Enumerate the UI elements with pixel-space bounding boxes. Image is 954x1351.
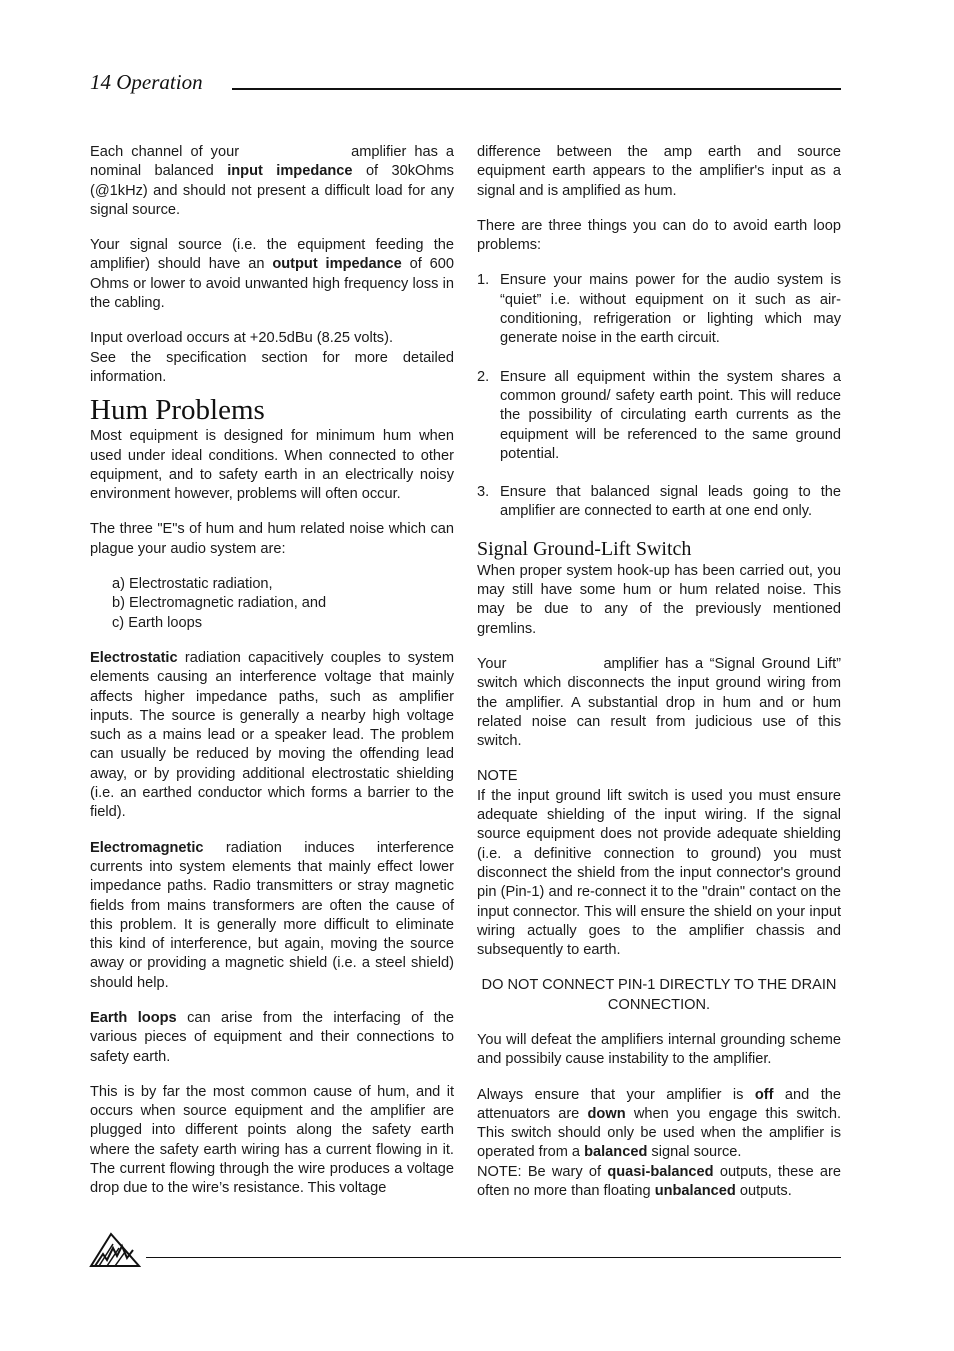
input-overload-paragraph: Input overload occurs at +20.5dBu (8.25 volts). See the specification section for more detailed information.: [90, 330, 454, 385]
list-item: c) Earth loops: [112, 614, 203, 631]
footer-rule: [146, 1257, 841, 1258]
electrostatic-paragraph: Electrostatic radiation capacitively couples to system elements causing an interference voltage that mainly affects higher impedance paths, such as amplifier inputs. The source is generally a nearby high voltage such as a mains lead or a speaker lead. The problem can usually be reduced by moving the offending lead away, or by providing additional electrostatic shielding (i.e. an earthed conductor which forms a barrier to the field).: [90, 649, 454, 821]
warning-text: DO NOT CONNECT PIN-1 DIRECTLY TO THE DRAIN CONNECTION.: [481, 977, 837, 1013]
three-e-paragraph: The three "E"s of hum and hum related noise which can plague your audio system are:: [90, 521, 454, 557]
left-column: [90, 143, 454, 1199]
output-impedance-paragraph: Your signal source (i.e. the equipment feeding the amplifier) should have an output impedance of 600 Ohms or lower to avoid unwanted high frequency loss in the cabling.: [90, 237, 455, 312]
hookup-paragraph: When proper system hook-up has been carried out, you may still have some hum or hum related noise. This may be due to any of the previously mentioned gremlins.: [477, 562, 841, 637]
defeat-grounding-paragraph: You will defeat the amplifiers internal grounding scheme and possibily cause instability to the amplifier.: [477, 1031, 841, 1068]
page-header: [90, 68, 841, 96]
hum-sources-list: [112, 575, 454, 633]
hum-intro-paragraph: Most equipment is designed for minimum hum when used under ideal conditions. When connected to other equipment, and to safety earth in an electrically noisy environment however, problems will often occur.: [90, 428, 454, 503]
earth-loop-steps: [477, 271, 841, 521]
right-column: [477, 143, 841, 1201]
note-label: NOTE: [477, 768, 518, 785]
input-impedance-paragraph: Each channel of your amplifier has a nominal balanced input impedance of 30kOhms (@1kHz) and should not present a difficult load for any signal source.: [90, 144, 455, 218]
ground-lift-paragraph: Your amplifier has a “Signal Ground Lift” switch which disconnects the input ground wiring from the amplifier. A substantial drop in hum and or hum related noise can result from judicious use of this switch.: [477, 655, 841, 750]
quasi-balanced-note: NOTE: Be wary of quasi-balanced outputs, these are often no more than floating unbalanced outputs.: [477, 1163, 841, 1200]
page-title: 14 Operation: [90, 70, 203, 94]
common-cause-paragraph: This is by far the most common cause of hum, and it occurs when source equipment and the amplifier are plugged into different points along the safety earth where the safety earth wiring has a current flowing in it. The current flowing through the wire produces a voltage drop due to the wire’s resistance. This voltage: [90, 1083, 454, 1197]
earth-difference-paragraph: difference between the amp earth and source equipment earth appears to the amplifier's input as a signal and is amplified as hum.: [477, 144, 841, 199]
list-item: 1. Ensure your mains power for the audio system is “quiet” i.e. without equipment on it such as air-conditioning, refrigeration or lighting which may generate noise in the earth circuit.: [477, 272, 841, 347]
electromagnetic-paragraph: Electromagnetic radiation induces interference currents into system elements that mainly effect lower impedance paths. Radio transmitters or stray magnetic fields from mains transformers are often the cause of this problem. It is generally more difficult to eliminate this kind of interference, but again, moving the source away or providing a magnetic shield (i.e. a steel shield) should help.: [90, 839, 454, 991]
brand-logo-icon: [89, 1228, 141, 1268]
list-item: 3. Ensure that balanced signal leads going to the amplifier are connected to earth at one end only.: [477, 484, 841, 520]
signal-ground-lift-heading: Signal Ground-Lift Switch: [477, 537, 692, 560]
three-things-paragraph: There are three things you can do to avoid earth loop problems:: [477, 217, 841, 254]
note-paragraph: If the input ground lift switch is used you must ensure adequate shielding of the input wiring. If the signal source equipment does not provide adequate shielding (i.e. a definitive connection to ground) you must disconnect the shield from the input connector's ground pin (Pin-1) and re-connect it to the "drain" contact on the input connector. This will ensure the shield on your input wiring actually goes to the amplifier chassis and subsequently to earth.: [477, 787, 841, 959]
list-item: 2. Ensure all equipment within the system shares a common ground/ safety earth point. This will reduce the possibility of circulating earth currents as the equipment will be referenced to the same ground potential.: [477, 368, 841, 462]
list-item: a) Electrostatic radiation,: [112, 576, 273, 593]
header-rule: [232, 88, 841, 90]
list-item: b) Electromagnetic radiation, and: [112, 595, 327, 612]
always-ensure-paragraph: Always ensure that your amplifier is off and the attenuators are down when you engage this switch. This switch should only be used when the amplifier is operated from a balanced signal source.: [477, 1086, 842, 1161]
earth-loops-paragraph: Earth loops can arise from the interfacing of the various pieces of equipment and their connections to safety earth.: [90, 1009, 454, 1065]
hum-problems-heading: Hum Problems: [90, 394, 265, 427]
